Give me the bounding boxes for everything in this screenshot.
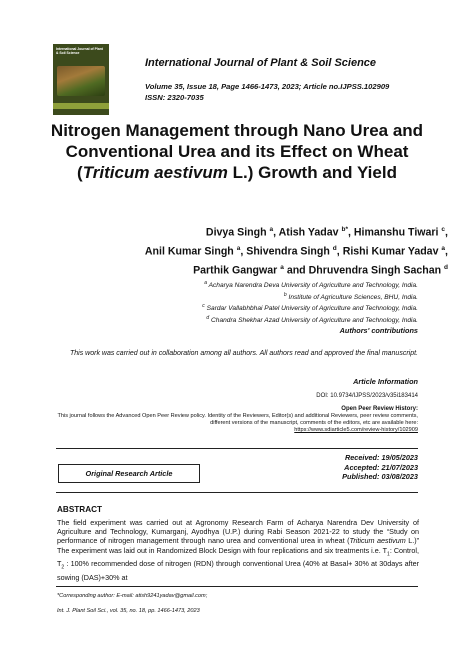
affiliation-sup: d bbox=[206, 315, 210, 322]
author-list bbox=[30, 222, 448, 279]
article-type-label: Original Research Article bbox=[85, 469, 173, 478]
author-name: Atish Yadav bbox=[278, 226, 339, 239]
abstract-heading: ABSTRACT bbox=[57, 505, 103, 514]
affiliation-line bbox=[60, 279, 418, 291]
author-sup: a bbox=[269, 226, 274, 233]
author-separator: , bbox=[445, 226, 448, 239]
author-name: Dhruvendra Singh Sachan bbox=[308, 264, 442, 277]
author-separator: , bbox=[347, 226, 351, 239]
abstract-text bbox=[57, 518, 419, 582]
cover-title: International Journal of Plant & Soil Science bbox=[56, 47, 103, 55]
author-name: Anil Kumar Singh bbox=[144, 245, 234, 258]
journal-cover-image bbox=[53, 44, 109, 115]
affiliation-text: Chandra Shekhar Azad University of Agriculture and Technology, India. bbox=[211, 317, 418, 325]
abstract-segment: The field experiment was carried out at Agronomy Research Farm of Acharya Narendra Dev University of Agriculture and Technology, Kumarganj, Ayodhya (U.P.) during Rabi Season 2021-22 to study the “Study on performance of nitrogen management through nano urea and conventional urea in wheat ( bbox=[57, 518, 419, 546]
affiliation-text: Acharya Narendra Deva University of Agriculture and Technology, India. bbox=[208, 282, 418, 290]
author-sup: d bbox=[332, 245, 337, 253]
author-separator: , bbox=[445, 245, 448, 258]
published-date: Published: 03/08/2023 bbox=[342, 472, 418, 481]
author-sup: c bbox=[441, 226, 446, 233]
article-type-box bbox=[58, 464, 200, 483]
author-sup: b* bbox=[341, 226, 348, 233]
volume-line: Volume 35, Issue 18, Page 1466-1473, 2023; Article no.IJPSS.102909 bbox=[145, 82, 390, 91]
affiliation-sup: a bbox=[204, 280, 207, 286]
affiliation-line bbox=[60, 302, 418, 314]
author-name: Shivendra Singh bbox=[246, 245, 330, 258]
title-species: Triticum aestivum bbox=[82, 163, 228, 182]
divider bbox=[56, 448, 418, 449]
affiliation-sup: c bbox=[202, 303, 205, 310]
journal-name: International Journal of Plant & Soil Science bbox=[145, 57, 377, 69]
author-name: Rishi Kumar Yadav bbox=[342, 245, 439, 258]
doi-link[interactable]: DOI: 10.9734/IJPSS/2023/v35i183414 bbox=[316, 393, 418, 399]
title-part-1: Nitrogen Management through Nano Urea and Conventional Urea and its Effect on Wheat ( bbox=[50, 121, 424, 182]
treatment-subscript: 2 bbox=[61, 564, 65, 571]
article-info-heading: Article Information bbox=[353, 377, 418, 386]
author-name: Parthik Gangwar bbox=[193, 264, 278, 277]
received-date: Received: 19/05/2023 bbox=[344, 453, 418, 462]
abstract-segment: : Control, T bbox=[57, 545, 419, 569]
author-name: Himanshu Tiwari bbox=[353, 226, 439, 239]
affiliation-line bbox=[60, 314, 418, 326]
abstract-species: Triticum aestivum bbox=[349, 536, 406, 546]
divider bbox=[56, 492, 418, 493]
treatment-subscript: 1 bbox=[387, 551, 390, 558]
citation-footer: Int. J. Plant Soil Sci., vol. 35, no. 18, pp. 1466-1473, 2023 bbox=[57, 608, 200, 614]
author-sup: a bbox=[280, 264, 284, 272]
abstract-segment: L.)” The experiment was laid out in Randomized Block Design with four replications and six treatments i.e. T bbox=[57, 536, 420, 555]
affiliation-text: Sardar Vallabhbhai Patel University of Agriculture and Technology, India. bbox=[206, 305, 418, 313]
contributions-heading: Authors' contributions bbox=[339, 326, 418, 335]
affiliation-text: Institute of Agriculture Sciences, BHU, India. bbox=[288, 293, 418, 301]
article-dates bbox=[250, 453, 418, 482]
author-sup: a bbox=[236, 245, 241, 253]
review-history-link[interactable]: https://www.sdiarticle5.com/review-history/102909 bbox=[294, 427, 418, 433]
peer-review-description: This journal follows the Advanced Open Peer Review policy. Identity of the Reviewers, Editor(s) and additional Reviewers, peer review comments, different versions of the manuscript, comments of the editors, etc are available here: bbox=[57, 413, 418, 426]
author-separator: and bbox=[286, 264, 306, 277]
affiliation-sup: b bbox=[283, 291, 287, 298]
cover-photo bbox=[57, 66, 105, 96]
abstract-segment: : 100% recommended dose of nitrogen (RDN) through conventional Urea (40% at Basal+ 30% at 30days after sowing (DAS)+30% at bbox=[57, 559, 419, 582]
author-separator: , bbox=[273, 226, 277, 239]
author-sup: a bbox=[441, 245, 446, 253]
article-title bbox=[40, 120, 434, 183]
corresponding-author: *Corresponding author: E-mail: atish9241yadav@gmail.com; bbox=[57, 593, 208, 599]
peer-review-text bbox=[40, 413, 418, 434]
accepted-date: Accepted: 21/07/2023 bbox=[344, 462, 418, 472]
peer-review-heading: Open Peer Review History: bbox=[341, 406, 418, 412]
cover-band bbox=[53, 103, 109, 109]
footnote-divider bbox=[56, 586, 418, 587]
author-name: Divya Singh bbox=[205, 226, 267, 239]
author-sup: d bbox=[444, 264, 448, 272]
issn-line: ISSN: 2320-7035 bbox=[145, 93, 204, 102]
author-separator: , bbox=[240, 245, 244, 258]
affiliation-line bbox=[60, 291, 418, 303]
title-part-2: L.) Growth and Yield bbox=[227, 163, 397, 182]
contributions-text: This work was carried out in collaboration among all authors. All authors read and approved the final manuscript. bbox=[70, 350, 418, 357]
affiliations bbox=[60, 279, 418, 326]
author-separator: , bbox=[336, 245, 340, 258]
